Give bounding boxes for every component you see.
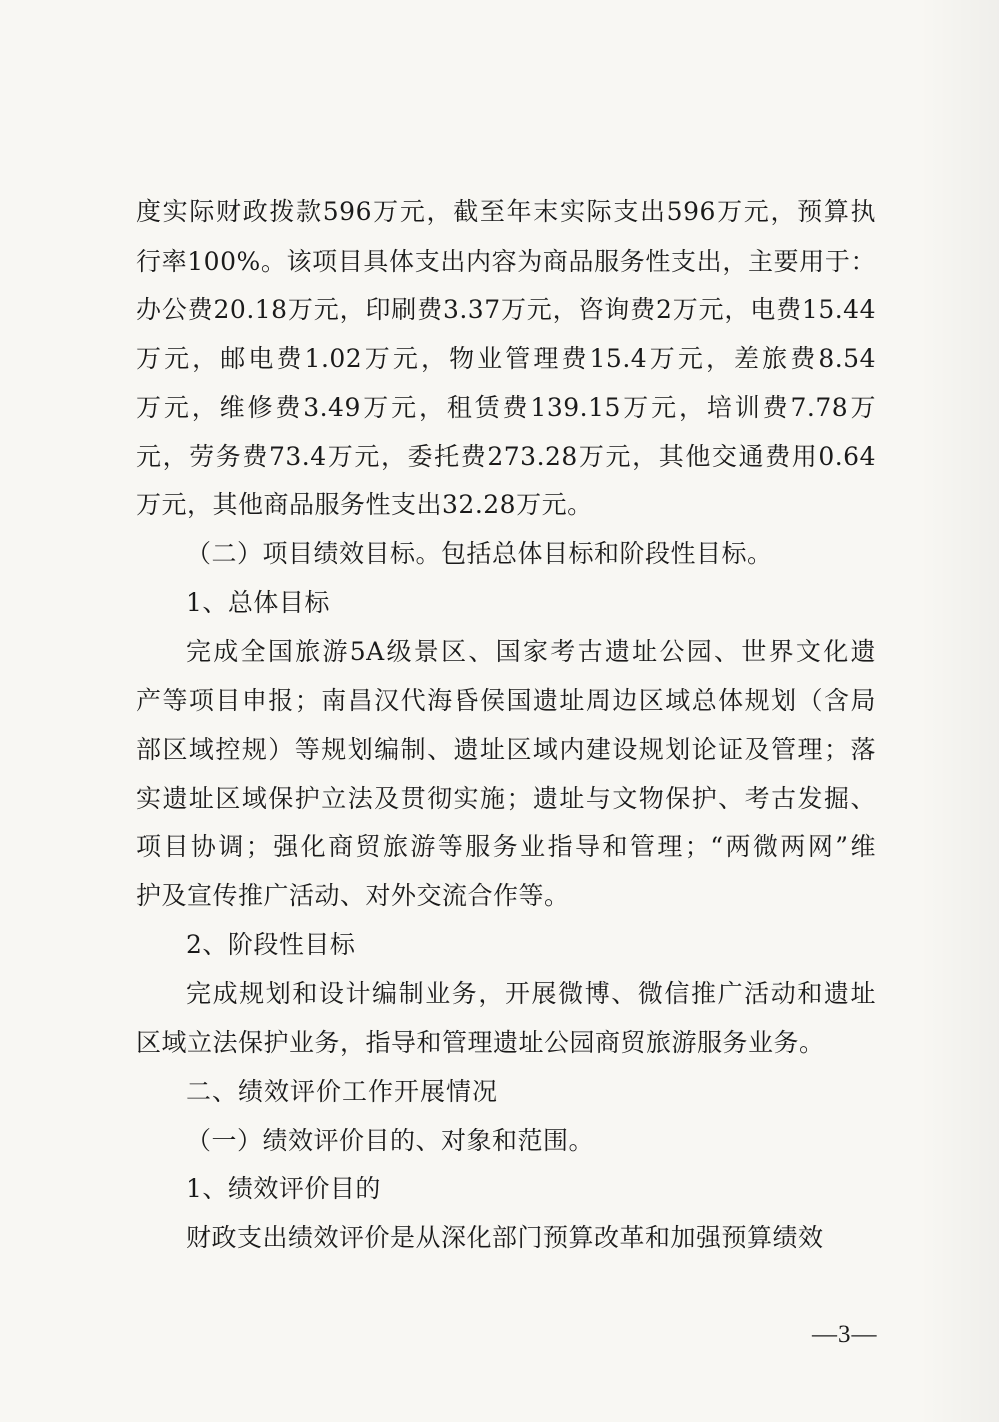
paragraph-line: 行率100%。该项目具体支出内容为商品服务性支出，主要用于：	[136, 247, 876, 276]
paragraph-line: 万元，其他商品服务性支出32.28万元。	[136, 490, 593, 519]
subsection-heading: 2、阶段性目标	[186, 930, 356, 959]
paragraph-line: 度实际财政拨款596万元，截至年末实际支出596万元，预算执	[136, 197, 876, 226]
section-heading: （一）绩效评价目的、对象和范围。	[186, 1126, 595, 1155]
paragraph-line: 项目协调；强化商贸旅游等服务业指导和管理；“两微两网”维	[136, 832, 876, 861]
paragraph-line: 产等项目申报；南昌汉代海昏侯国遗址周边区域总体规划（含局	[136, 686, 876, 715]
paragraph-line: 元，劳务费73.4万元，委托费273.28万元，其他交通费用0.64	[136, 442, 876, 471]
paragraph-line: 部区域控规）等规划编制、遗址区域内建设规划论证及管理；落	[136, 735, 876, 764]
paragraph-line: 万元，邮电费1.02万元，物业管理费15.4万元，差旅费8.54	[136, 344, 876, 373]
paragraph-line: 办公费20.18万元，印刷费3.37万元，咨询费2万元，电费15.44	[136, 295, 876, 324]
paragraph-line: 区域立法保护业务，指导和管理遗址公园商贸旅游服务业务。	[136, 1028, 825, 1057]
page-number: —3—	[812, 1321, 878, 1348]
section-heading: （二）项目绩效目标。包括总体目标和阶段性目标。	[186, 539, 773, 568]
paragraph-line: 护及宣传推广活动、对外交流合作等。	[136, 881, 570, 910]
paragraph-line: 万元，维修费3.49万元，租赁费139.15万元，培训费7.78万	[136, 393, 876, 422]
paragraph-line: 完成全国旅游5A级景区、国家考古遗址公园、世界文化遗	[186, 637, 876, 666]
subsection-heading: 1、总体目标	[186, 588, 330, 617]
subsection-heading: 1、绩效评价目的	[186, 1174, 381, 1203]
paragraph-line: 财政支出绩效评价是从深化部门预算改革和加强预算绩效	[186, 1223, 824, 1252]
paragraph-line: 实遗址区域保护立法及贯彻实施；遗址与文物保护、考古发掘、	[136, 784, 876, 813]
chapter-heading: 二、绩效评价工作开展情况	[186, 1077, 499, 1106]
paragraph-line: 完成规划和设计编制业务，开展微博、微信推广活动和遗址	[186, 979, 876, 1008]
